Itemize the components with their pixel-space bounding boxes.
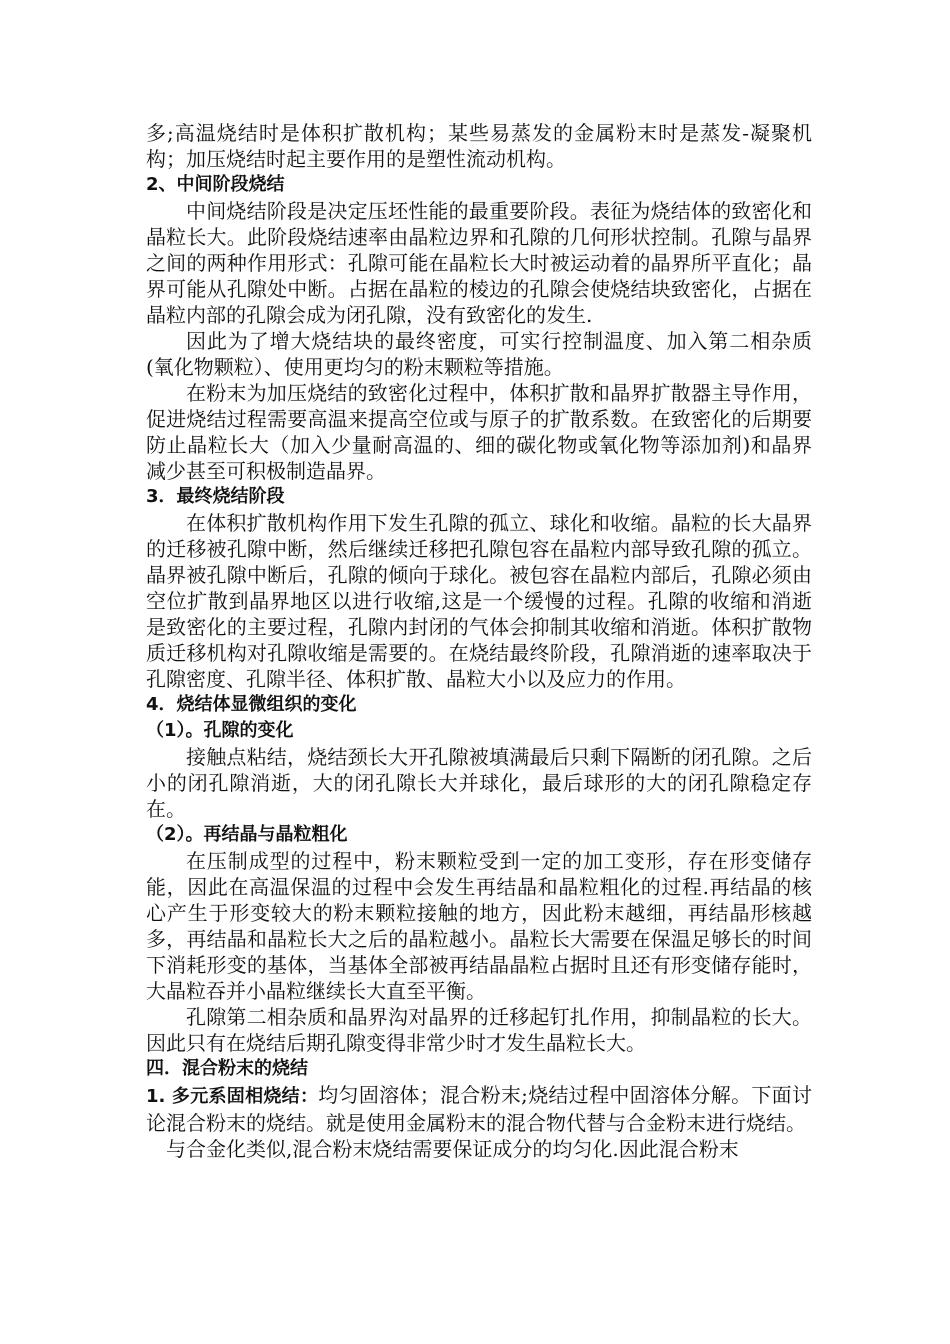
multi-component-lead: 1. 多元系固相烧结： bbox=[146, 1086, 319, 1107]
heading-intermediate-stage: 2、中间阶段烧结 bbox=[146, 174, 285, 195]
paragraph-intermediate-2: 因此为了增大烧结块的最终密度，可实行控制温度、加入第二相杂质(氧化物颗粒）、使用更均匀的粉末颗粒等措施。 bbox=[146, 329, 812, 379]
paragraph-intro: 多;高温烧结时是体积扩散机构；某些易蒸发的金属粉末时是蒸发-凝聚机构；加压烧结时起主要作用的是塑性流动机构。 bbox=[146, 121, 812, 171]
subheading-pore-change: （1）。孔隙的变化 bbox=[146, 720, 294, 741]
heading-final-stage: 3．最终烧结阶段 bbox=[146, 486, 285, 507]
multi-component-text: 均匀固溶体；混合粉末;烧结过程中固溶体分解。下面讨论混合粉末的烧结。就是使用金属粉末的混合物代替与合金粉末进行烧结。 bbox=[146, 1083, 812, 1135]
paragraph-pore-change: 接触点粘结，烧结颈长大开孔隙被填满最后只剩下隔断的闭孔隙。之后小的闭孔隙消逝，大的闭孔隙长大并球化，最后球形的大的闭孔隙稳定存在。 bbox=[146, 745, 812, 821]
heading-mixed-powder: 四．混合粉末的烧结 bbox=[146, 1058, 308, 1079]
paragraph-last: 与合金化类似,混合粉末烧结需要保证成分的均匀化.因此混合粉末 bbox=[166, 1137, 739, 1161]
document-page bbox=[146, 120, 812, 1162]
paragraph-intermediate-3: 在粉末为加压烧结的致密化过程中，体积扩散和晶界扩散器主导作用，促进烧结过程需要高温来提高空位或与原子的扩散系数。在致密化的后期要防止晶粒长大（加入少量耐高温的、细的碳化物或氧化物等添加剂)和晶界减少甚至可积极制造晶界。 bbox=[146, 381, 812, 483]
subheading-recrystallization: （2）。再结晶与晶粒粗化 bbox=[146, 824, 348, 845]
paragraph-multi-component bbox=[146, 1082, 812, 1136]
paragraph-recrystallization-1: 在压制成型的过程中，粉末颗粒受到一定的加工变形，存在形变储存能，因此在高温保温的过程中会发生再结晶和晶粒粗化的过程.再结晶的核心产生于形变较大的粉末颗粒接触的地方，因此粉末越细，再结晶形核越多，再结晶和晶粒长大之后的晶粒越小。晶粒长大需要在保温足够长的时间下消耗形变的基体，当基体全部被再结晶晶粒占据时且还有形变储存能时，大晶粒吞并小晶粒继续长大直至平衡。 bbox=[146, 849, 812, 1003]
heading-microstructure: 4．烧结体显微组织的变化 bbox=[146, 694, 357, 715]
paragraph-recrystallization-2: 孔隙第二相杂质和晶界沟对晶界的迁移起钉扎作用，抑制晶粒的长大。因此只有在烧结后期孔隙变得非常少时才发生晶粒长大。 bbox=[146, 1005, 812, 1055]
paragraph-intermediate-1: 中间烧结阶段是决定压坯性能的最重要阶段。表征为烧结体的致密化和晶粒长大。此阶段烧结速率由晶粒边界和孔隙的几何形状控制。孔隙与晶界之间的两种作用形式：孔隙可能在晶粒长大时被运动着的晶界所平直化；晶界可能从孔隙处中断。占据在晶粒的棱边的孔隙会使烧结块致密化，占据在晶粒内部的孔隙会成为闭孔隙，没有致密化的发生. bbox=[146, 199, 812, 327]
paragraph-final-stage: 在体积扩散机构作用下发生孔隙的孤立、球化和收缩。晶粒的长大晶界的迁移被孔隙中断，然后继续迁移把孔隙包容在晶粒内部导致孔隙的孤立。晶界被孔隙中断后，孔隙的倾向于球化。被包容在晶粒内部后，孔隙必须由空位扩散到晶界地区以进行收缩,这是一个缓慢的过程。孔隙的收缩和消逝是致密化的主要过程，孔隙内封闭的气体会抑制其收缩和消逝。体积扩散物质迁移机构对孔隙收缩是需要的。在烧结最终阶段，孔隙消逝的速率取决于孔隙密度、孔隙半径、体积扩散、晶粒大小以及应力的作用。 bbox=[146, 511, 812, 691]
